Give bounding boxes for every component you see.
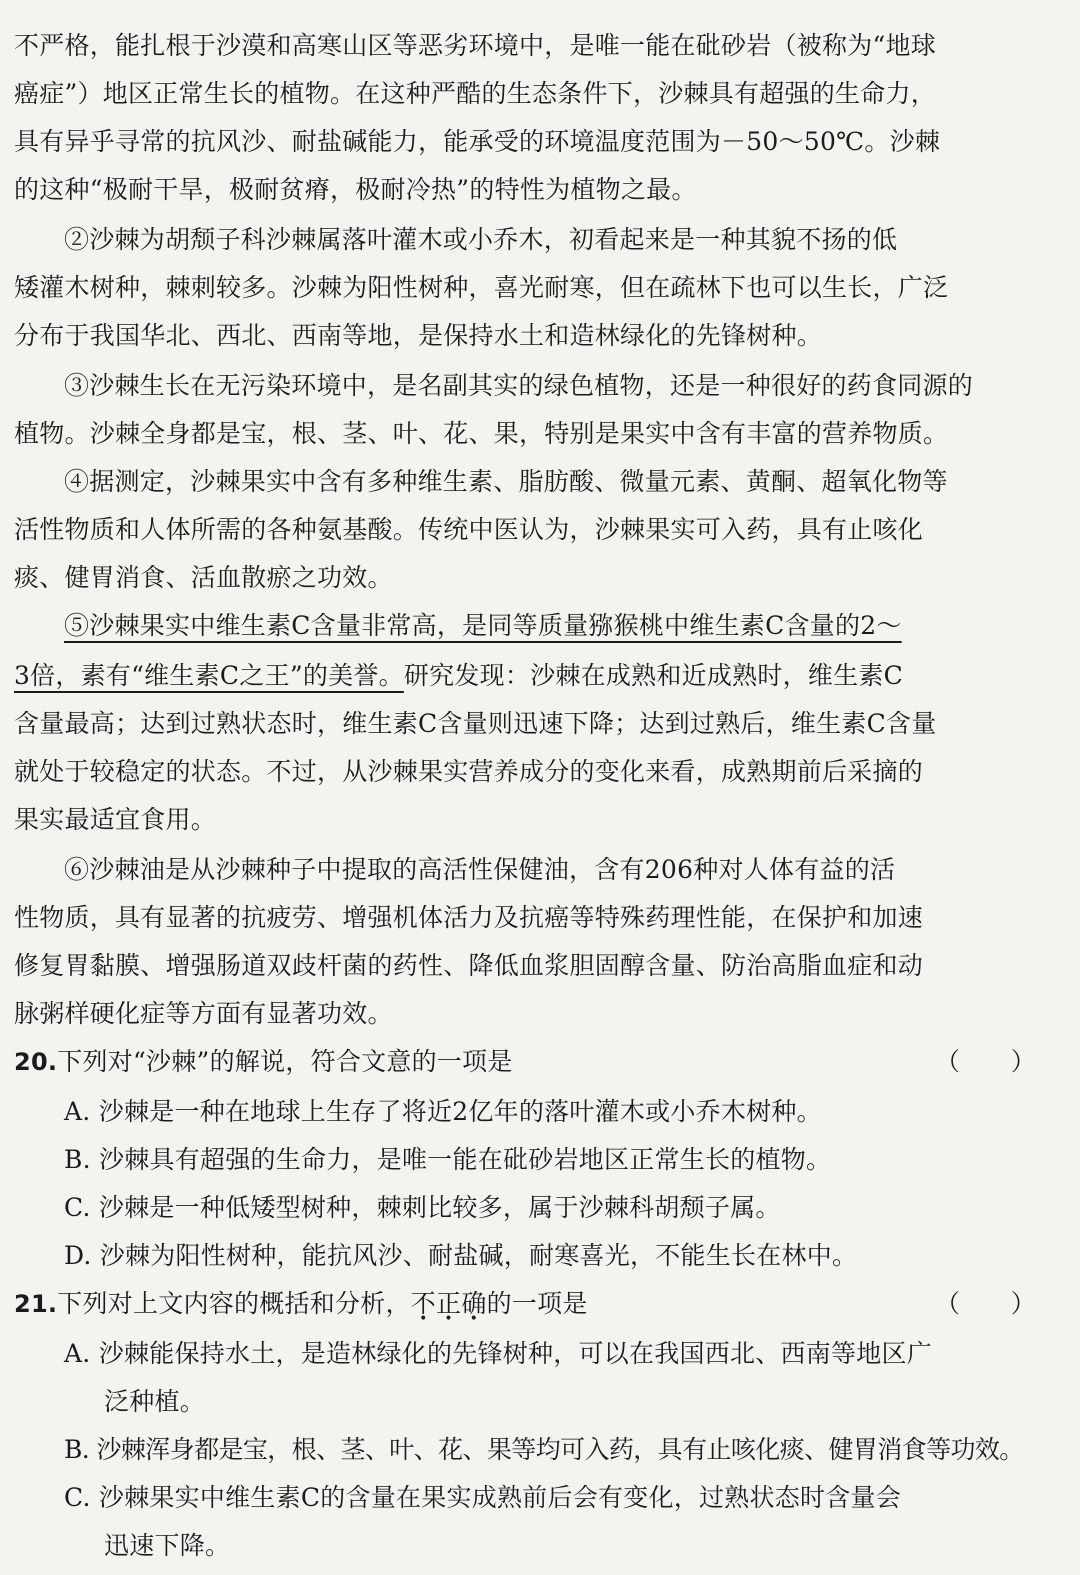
paragraph-4-line: ④据测定，沙棘果实中含有多种维生素、脂肪酸、微量元素、黄酮、超氧化物等 [64, 467, 948, 496]
question-text: 的一项是 [486, 1289, 588, 1318]
paragraph-6-line: 脉粥样硬化症等方面有显著功效。 [14, 999, 393, 1028]
question-text: 下列对上文内容的概括和分析， [57, 1289, 411, 1318]
paragraph-5-line: 含量最高；达到过熟状态时，维生素C含量则迅速下降；达到过熟后，维生素C含量 [14, 709, 937, 738]
paragraph-5-line [14, 660, 1058, 692]
passage-line: 不严格，能扎根于沙漠和高寒山区等恶劣环境中，是唯一能在砒砂岩（被称为“地球 [14, 31, 937, 60]
emphasis-char: 正 [436, 1289, 462, 1318]
emphasis-char: 不 [410, 1289, 437, 1318]
paragraph-6-line: 修复胃黏膜、增强肠道双歧杆菌的药性、降低血浆胆固醇含量、防治高脂血症和动 [14, 951, 924, 980]
answer-blank: （ ） [934, 1047, 1036, 1076]
question-20-stem [14, 1046, 1058, 1078]
question-text: 下列对“沙棘”的解说，符合文意的一项是 [57, 1047, 513, 1076]
option-d[interactable]: D. 沙棘为阳性树种，能抗风沙、耐盐碱，耐寒喜光，不能生长在林中。 [64, 1241, 858, 1270]
option-a[interactable]: A. 沙棘能保持水土，是造林绿化的先锋树种，可以在我国西北、西南等地区广 [64, 1339, 932, 1368]
emphasis-char: 确 [461, 1289, 487, 1318]
paragraph-6-line: 性物质，具有显著的抗疲劳、增强机体活力及抗癌等特殊药理性能，在保护和加速 [14, 903, 924, 932]
option-c[interactable]: C. 沙棘是一种低矮型树种，棘刺比较多，属于沙棘科胡颓子属。 [64, 1193, 781, 1222]
paragraph-5-line [64, 610, 1058, 642]
paragraph-2-line: ②沙棘为胡颓子科沙棘属落叶灌木或小乔木，初看起来是一种其貌不扬的低 [64, 225, 898, 254]
paragraph-5-line: 就处于较稳定的状态。不过，从沙棘果实营养成分的变化来看，成熟期前后采摘的 [14, 757, 924, 786]
paragraph-6-line: ⑥沙棘油是从沙棘种子中提取的高活性保健油，含有206种对人体有益的活 [64, 855, 896, 884]
option-a-continued: 泛种植。 [104, 1387, 206, 1416]
option-b[interactable]: B. 沙棘具有超强的生命力，是唯一能在砒砂岩地区正常生长的植物。 [64, 1145, 832, 1174]
passage-line: 具有异乎寻常的抗风沙、耐盐碱能力，能承受的环境温度范围为－50～50℃。沙棘 [14, 127, 941, 156]
option-a[interactable]: A. 沙棘是一种在地球上生存了将近2亿年的落叶灌木或小乔木树种。 [64, 1097, 822, 1126]
underlined-sentence: ⑤沙棘果实中维生素C含量非常高，是同等质量猕猴桃中维生素C含量的2～ [64, 611, 902, 640]
answer-blank: （ ） [934, 1289, 1036, 1318]
paragraph-4-line: 痰、健胃消食、活血散瘀之功效。 [14, 563, 393, 592]
option-c-continued: 迅速下降。 [104, 1531, 231, 1560]
paragraph-2-line: 矮灌木树种，棘刺较多。沙棘为阳性树种，喜光耐寒，但在疏林下也可以生长，广泛 [14, 273, 949, 302]
option-b[interactable]: B. 沙棘浑身都是宝，根、茎、叶、花、果等均可入药，具有止咳化痰、健胃消食等功效。 [64, 1435, 1024, 1464]
question-number: 20. [14, 1048, 58, 1076]
underlined-sentence: 3倍，素有“维生素C之王”的美誉。 [14, 661, 404, 690]
question-21-stem [14, 1288, 1058, 1320]
passage-line: 的这种“极耐干旱，极耐贫瘠，极耐冷热”的特性为植物之最。 [14, 175, 697, 204]
question-number: 21. [14, 1290, 58, 1318]
paragraph-3-line: ③沙棘生长在无污染环境中，是名副其实的绿色植物，还是一种很好的药食同源的 [64, 371, 974, 400]
option-c[interactable]: C. 沙棘果实中维生素C的含量在果实成熟前后会有变化，过熟状态时含量会 [64, 1483, 902, 1512]
paragraph-5-line: 果实最适宜食用。 [14, 805, 217, 834]
paragraph-4-line: 活性物质和人体所需的各种氨基酸。传统中医认为，沙棘果实可入药，具有止咳化 [14, 515, 924, 544]
passage-line: 癌症”）地区正常生长的植物。在这种严酷的生态条件下，沙棘具有超强的生命力， [14, 79, 937, 108]
paragraph-3-line: 植物。沙棘全身都是宝，根、茎、叶、花、果，特别是果实中含有丰富的营养物质。 [14, 419, 949, 448]
sentence-text: 研究发现：沙棘在成熟和近成熟时，维生素C [403, 661, 903, 690]
paragraph-2-line: 分布于我国华北、西北、西南等地，是保持水土和造林绿化的先锋树种。 [14, 321, 823, 350]
